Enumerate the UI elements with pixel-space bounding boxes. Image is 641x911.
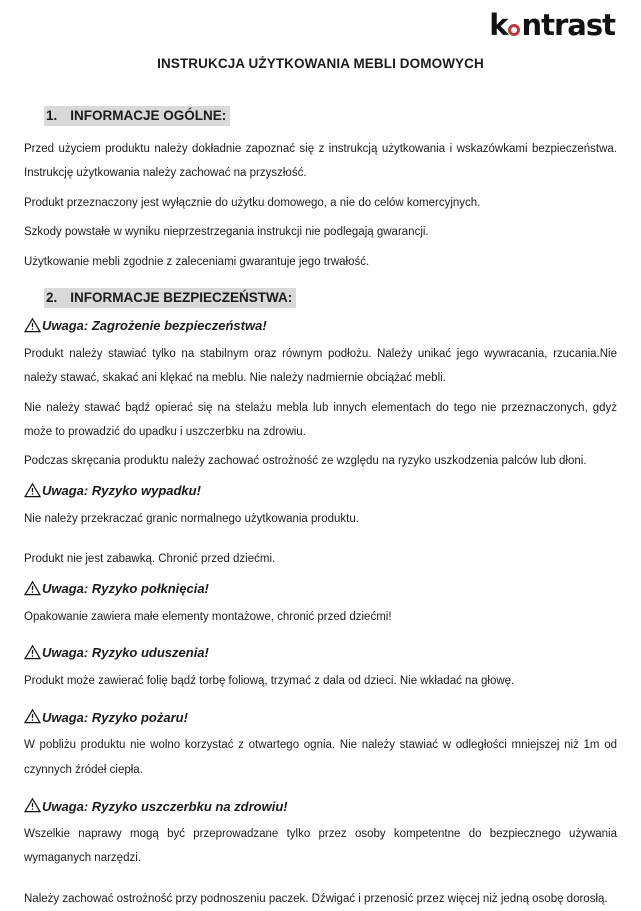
paragraph: Wszelkie naprawy mogą być przeprowadzane tylko przez osoby kompetentne do bezpiecznego używania wymaganych narzędzi. [24,828,617,865]
warning-triangle-icon [24,797,41,813]
warning-triangle-icon [24,580,41,596]
warning-label: Uwaga: Ryzyko uszczerbku na zdrowiu! [42,798,288,814]
warning-triangle-icon [24,482,41,498]
section-2-highlight [44,288,296,308]
logo-text-post: ntrast [521,8,615,42]
paragraph: Szkody powstałe w wyniku nieprzestrzegania instrukcji nie podlegają gwarancji. [24,226,429,239]
warning-heading [24,798,617,814]
section-1-body [24,137,617,274]
warning-heading [24,709,617,725]
warning-label: Uwaga: Ryzyko uduszenia! [42,645,209,661]
warning-heading [24,318,617,334]
section-1-number: 1. [46,108,58,123]
warning-heading [24,483,617,499]
section-1-title: INFORMACJE OGÓLNE: [70,108,227,123]
logo-o-ring-icon [508,24,520,36]
logo-row [24,10,617,52]
logo-text-pre: k [489,8,508,42]
paragraph: Produkt nie jest zabawką. Chronić przed dziećmi. [24,553,276,566]
paragraph: Opakowanie zawiera małe elementy montażowe, chronić przed dziećmi! [24,610,392,623]
section-2-number: 2. [46,289,58,305]
warning-label: Uwaga: Ryzyko pożaru! [42,709,188,725]
warning-triangle-icon [24,644,41,660]
section-1-heading [44,106,617,126]
paragraph: Przed użyciem produktu należy dokładnie zapoznać się z instrukcją użytkowania i wskazówkami bezpieczeństwa. Instrukcję użytkowania należy zachować na przyszłość. [24,143,617,180]
paragraph: Należy zachować ostrożność przy podnoszeniu paczek. Dźwigać i przenosić przez więcej niż jedną osobę dorosłą. [24,892,608,905]
warning-heading [24,645,617,661]
paragraph: Nie należy przekraczać granic normalnego użytkowania produktu. [24,512,359,525]
section-2-heading [44,288,617,308]
section-1-highlight [44,106,230,126]
kontrast-logo [489,10,615,42]
paragraph: Podczas skręcania produktu należy zachować ostrożność ze względu na ryzyko uszkodzenia palców lub dłoni. [24,455,587,468]
paragraph: W pobliżu produktu nie wolno korzystać z otwartego ognia. Nie należy stawiać w odległości mniejszej niż 1m od czynnych źródeł ciepła. [24,739,617,776]
paragraph: Produkt przeznaczony jest wyłącznie do użytku domowego, a nie do celów komercyjnych. [24,196,481,209]
paragraph: Użytkowanie mebli zgodnie z zaleceniami gwarantuje jego trwałość. [24,255,370,268]
document-title: INSTRUKCJA UŻYTKOWANIA MEBLI DOMOWYCH [157,56,484,71]
warning-label: Uwaga: Zagrożenie bezpieczeństwa! [42,318,267,334]
paragraph: Produkt należy stawiać tylko na stabilnym oraz równym podłożu. Należy unikać jego wywracania, rzucania.Nie należy stawać, skakać ani klękać na meblu. Nie należy nadmiernie obciążać mebli. [24,347,617,385]
paragraph: Produkt może zawierać folię bądź torbę foliową, trzymać z dala od dzieci. Nie wkładać na głowę. [24,674,515,687]
section-2-body [24,318,617,911]
warning-triangle-icon [24,708,41,724]
paragraph: Nie należy stawać bądź opierać się na stelażu mebla lub innych elementach do tego nie przeznaczonych, gdyż może to prowadzić do upadku i uszczerbku na zdrowiu. [24,401,617,438]
warning-triangle-icon [24,317,41,333]
warning-label: Uwaga: Ryzyko wypadku! [42,483,201,499]
warning-label: Uwaga: Ryzyko połknięcia! [42,581,209,596]
warning-heading [24,581,617,597]
section-2-title: INFORMACJE BEZPIECZEŃSTWA: [70,289,293,305]
